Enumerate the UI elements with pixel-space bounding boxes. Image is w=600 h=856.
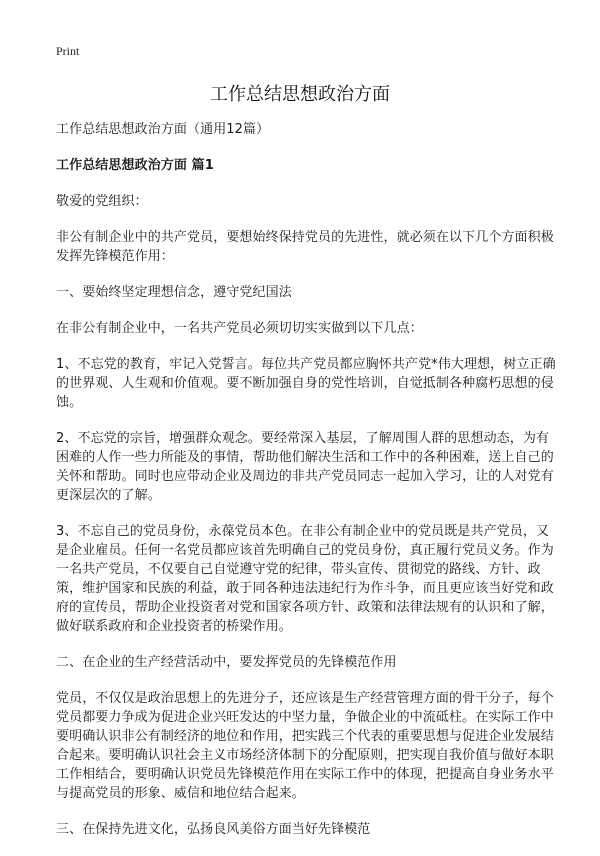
section-heading: 工作总结思想政治方面 篇1 [56, 158, 214, 173]
paragraph: 2、不忘党的宗旨，增强群众观念。要经常深入基层，了解周围人群的思想动态，为有困难的人作一些力所能及的事情，帮助他们解决生活和工作中的各种困难，送上自己的关怀和帮助。同时也应带动企业及周边的非共产党员同志一起加入学习，让的人对党有更深层次的了解。 [56, 431, 554, 503]
paragraph: 党员，不仅仅是政治思想上的先进分子，还应该是生产经营管理方面的骨干分子，每个党员都要力争成为促进企业兴旺发达的中坚力量，争做企业的中流砥柱。在实际工作中要明确认识非公有制经济的地位和作用，把实践三个代表的重要思想与促进企业发展结合起来。要明确认识社会主义市场经济体制下的分配原则，把实现自我价值与做好本职工作相结合，要明确认识党员先锋模范作用在实际工作中的体现，把提高自身业务水平与提高党员的形象、威信和地位结合起来。 [56, 691, 554, 801]
document-title: 工作总结思想政治方面 [210, 84, 390, 105]
document-subtitle: 工作总结思想政治方面（通用12篇） [56, 122, 270, 137]
paragraph: 1、不忘党的教育，牢记入党誓言。每位共产党员都应胸怀共产党*伟大理想，树立正确的世界观、人生观和价值观。要不断加强自身的党性培训，自觉抵制各种腐朽思想的侵蚀。 [56, 357, 556, 410]
section-point-heading: 三、在保持先进文化，弘扬良风美俗方面当好先锋模范 [56, 822, 371, 837]
paragraph: 在非公有制企业中，一名共产党员必须切切实实做到以下几点： [56, 321, 423, 336]
section-point-heading: 二、在企业的生产经营活动中，要发挥党员的先锋模范作用 [56, 655, 397, 670]
document-body [56, 120, 556, 856]
print-link[interactable]: Print [56, 44, 80, 58]
section-point-heading: 一、要始终坚定理想信念，遵守党纪国法 [56, 285, 292, 300]
paragraph: 非公有制企业中的共产党员，要想始终保持党员的先进性，就必须在以下几个方面积极发挥先锋模范作用： [56, 230, 554, 264]
paragraph: 3、不忘自己的党员身份，永葆党员本色。在非公有制企业中的党员既是共产党员，又是企业雇员。任何一名党员都应该首先明确自己的党员身份，真正履行党员义务。作为一名共产党员，不仅要自己自觉遵守党的纪律，带头宣传、贯彻党的路线、方针、政策，维护国家和民族的利益，敢于同各种违法违纪行为作斗争，而且更应该当好党和政府的宣传员，帮助企业投资者对党和国家各项方针、政策和法律法规有的认识和了解，做好联系政府和企业投资者的桥梁作用。 [56, 524, 554, 634]
salutation: 敬爱的党组织： [56, 194, 148, 209]
